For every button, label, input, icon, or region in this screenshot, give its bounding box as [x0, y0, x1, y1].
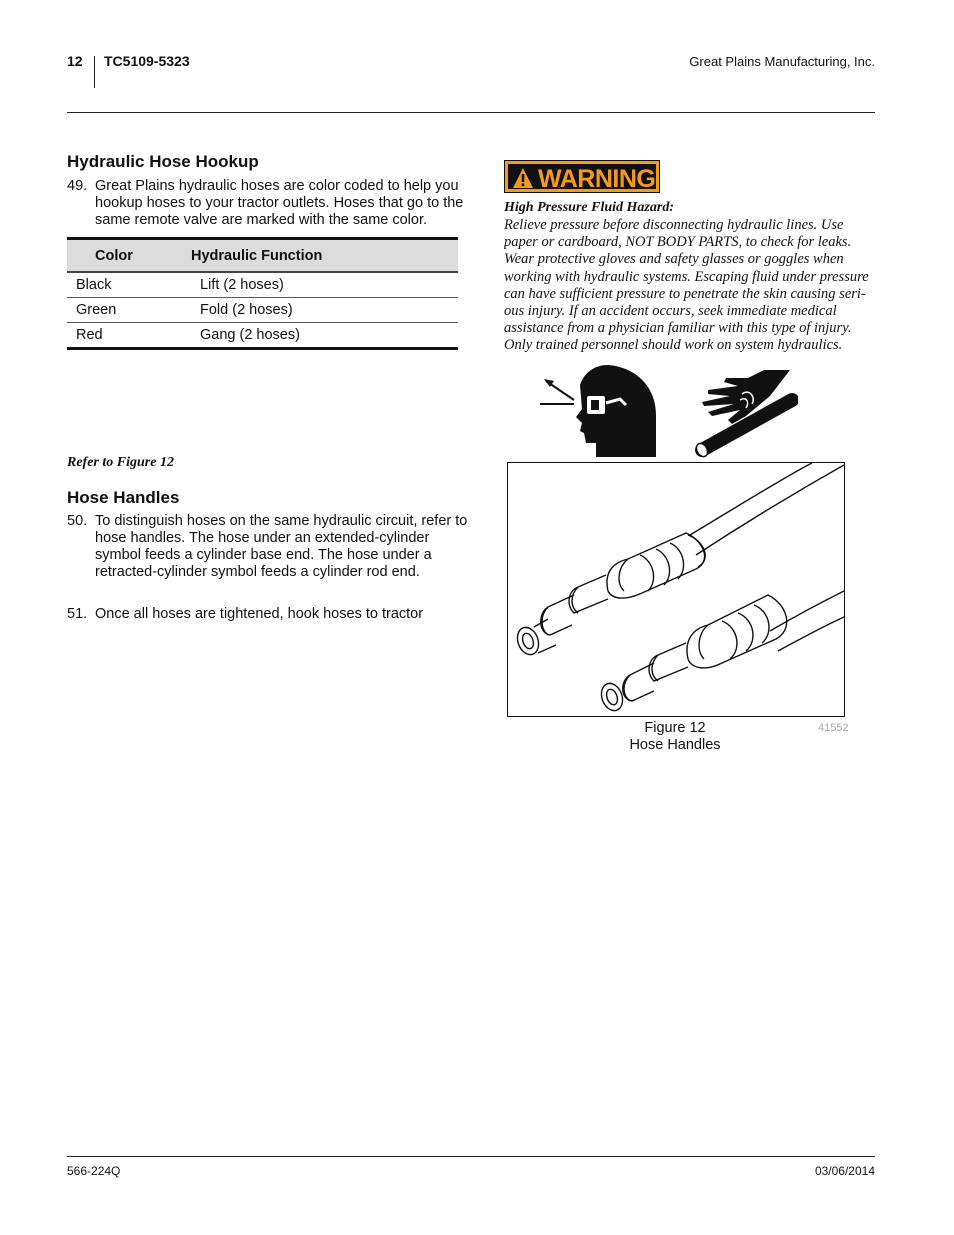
section-title-hydraulic-hose-hookup: Hydraulic Hose Hookup [67, 152, 259, 171]
header-divider [94, 56, 95, 88]
hazard-line: Wear protective gloves and safety glasses or goggles when [504, 251, 844, 268]
hazard-line: ous injury. If an accident occurs, seek immediate medical [504, 303, 837, 320]
step-text: To distinguish hoses on the same hydraulic circuit, refer to hose handles. The hose under an extended-cylinder symbol feeds a cylinder base end. The hose under a retracted-cylinder symbol feeds a cylinder rod end. [95, 513, 468, 580]
step-text: Once all hoses are tightened, hook hoses to tractor [95, 606, 424, 622]
step-text: Great Plains hydraulic hoses are color coded to help you hookup hoses to your tractor outlets. Hoses that go to the same remote valve are marked with the same color. [95, 178, 464, 228]
document-code: TC5109-5323 [104, 53, 190, 69]
footer-date: 03/06/2014 [814, 1164, 875, 1178]
figure-image-id: 41552 [818, 722, 849, 734]
hazard-line: can have sufficient pressure to penetrate the skin causing seri- [504, 285, 866, 302]
warning-triangle-icon [512, 167, 534, 189]
footer-part-number: 566-224Q [67, 1164, 121, 1178]
warning-sign [504, 160, 660, 193]
column-header-function: Hydraulic Function [191, 239, 458, 273]
figure-title: Hose Handles [629, 737, 721, 753]
table-cell-color: Black [67, 272, 191, 298]
hazard-description [504, 217, 876, 355]
table-cell-color: Red [76, 327, 103, 343]
hazard-title: High Pressure Fluid Hazard: [504, 200, 674, 215]
step-49 [67, 178, 483, 229]
hazard-line: assistance from a physician familiar with this type of injury. [504, 320, 852, 337]
column-header-color: Color [67, 239, 191, 273]
table-cell-function: Lift (2 hoses) [191, 272, 458, 298]
step-number: 50. [67, 513, 88, 529]
table-cell-color: Green [67, 298, 191, 323]
hose-handles-illustration [508, 463, 844, 716]
section-title-hose-handles: Hose Handles [67, 488, 180, 507]
step-number: 49. [67, 178, 88, 194]
footer-rule [67, 1156, 875, 1157]
refer-to-figure-note: Refer to Figure 12 [67, 455, 174, 470]
warning-signal-word: WARNING [538, 165, 656, 193]
hazard-line: paper or cardboard, NOT BODY PARTS, to check for leaks. [504, 234, 852, 251]
hazard-line: Only trained personnel should work on system hydraulics. [504, 337, 843, 354]
figure-number: Figure 12 [644, 720, 706, 736]
hand-injury-icon [694, 370, 798, 458]
table-row [67, 323, 458, 349]
hazard-line: Relieve pressure before disconnecting hydraulic lines. Use [504, 217, 844, 233]
table-cell-function: Fold (2 hoses) [191, 298, 458, 323]
header-rule [67, 112, 875, 113]
company-name: Great Plains Manufacturing, Inc. [689, 54, 875, 69]
hydraulic-color-table [67, 237, 458, 350]
step-number: 51. [67, 606, 88, 622]
table-header-row [67, 239, 458, 273]
step-50 [67, 513, 477, 581]
hazard-line: working with hydraulic systems. Escaping fluid under pressure [504, 268, 869, 285]
step-51 [67, 606, 477, 623]
figure-hose-handles [507, 462, 845, 717]
eye-protection-icon [536, 365, 658, 457]
figure-caption [600, 720, 750, 754]
table-row [67, 272, 458, 298]
page-number: 12 [67, 53, 83, 69]
table-row [67, 298, 458, 323]
table-cell-function: Gang (2 hoses) [200, 327, 300, 343]
